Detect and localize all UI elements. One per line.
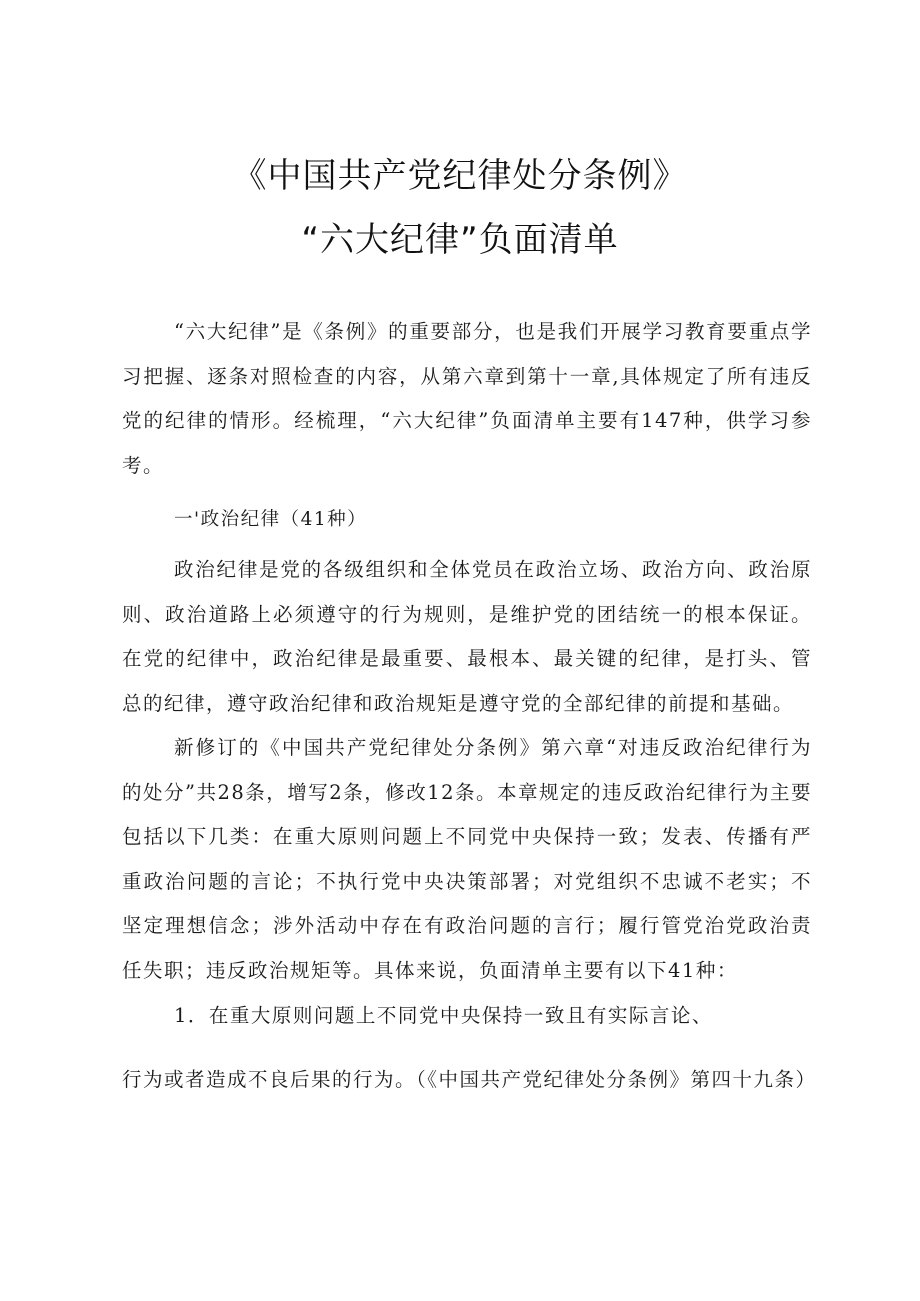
section-heading: 一'政治纪律（41种） [174, 509, 368, 530]
revised-regulation-paragraph: 新修订的《中国共产党纪律处分条例》第六章“对违反政治纪律行为的处分”共28条，增写2条，修改12条。本章规定的违反政治纪律行为主要包括以下几类：在重大原则问题上不同党中央保持一致；发表、传播有严重政治问题的言论；不执行党中央决策部署；对党组织不忠诚不老实；不坚定理想信念；涉外活动中存在有政治问题的言行；履行管党治党政治责任失职；违反政治规矩等。具体来说，负面清单主要有以下41种： [122, 736, 813, 982]
list-item-1-continuation: 行为或者造成不良后果的行为。（《中国共产党纪律处分条例》第四十九条） [122, 1068, 817, 1091]
politics-paragraph: 政治纪律是党的各级组织和全体党员在政治立场、政治方向、政治原则、政治道路上必须遵守的行为规则，是维护党的团结统一的根本保证。在党的纪律中，政治纪律是最重要、最根本、最关键的纪律，是打头、管总的纪律，遵守政治纪律和政治规矩是遵守党的全部纪律的前提和基础。 [122, 558, 812, 715]
document-title-line1: 《中国共产党纪律处分条例》 [232, 156, 688, 196]
list-item-1: 1．在重大原则问题上不同党中央保持一致且有实际言论、 [174, 1004, 713, 1027]
document-title-line2: “六大纪律”负面清单 [301, 220, 619, 260]
intro-paragraph: “六大纪律”是《条例》的重要部分，也是我们开展学习教育要重点学习把握、逐条对照检查的内容，从第六章到第十一章,具体规定了所有违反党的纪律的情形。经梳理，“六大纪律”负面清单主要有147种，供学习参考。 [122, 320, 812, 477]
